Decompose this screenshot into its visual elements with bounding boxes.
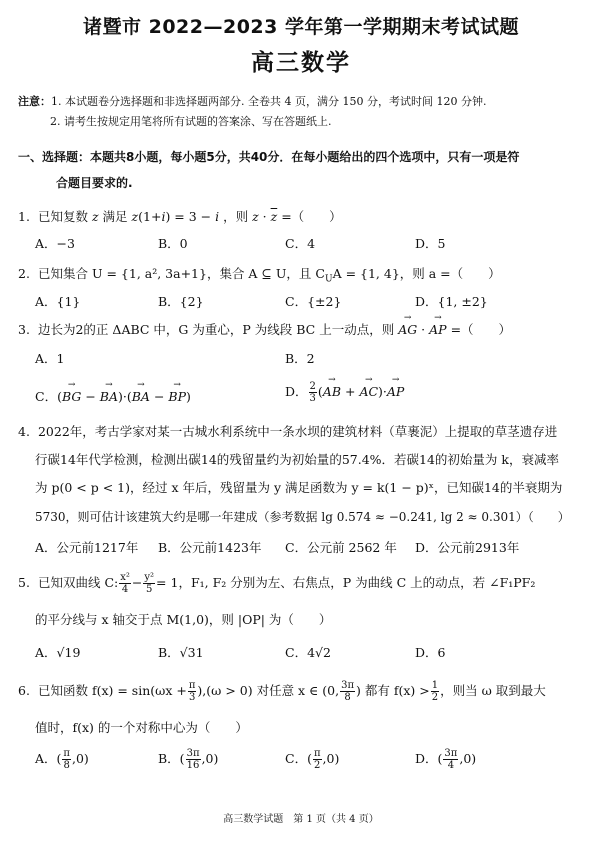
question-number: 5. <box>18 575 30 590</box>
question-1: 1. 已知复数 z 满足 z(1+i) = 3 − i ，则 $z \cdot \overline{z}$ =（ ） <box>18 209 342 224</box>
question-5: 5. 已知双曲线 C: $\frac{\text{x²}}{4}$ − $\frac{\text{y²}}{5}$ = 1，F₁, F₂ 分别为左、右焦点，P 为曲线 C 上的动点，若 ∠F₁PF₂ <box>18 572 536 595</box>
option-c[interactable]: C．公元前 2562 年 <box>285 540 397 555</box>
option-c[interactable]: C．(→ BG − → BA)·(→ BA − → BP) <box>35 387 191 405</box>
question-text: 已知双曲线 C: <box>37 575 119 590</box>
option-a[interactable]: A．{1} <box>35 294 81 309</box>
option-d[interactable]: D．5 <box>415 236 446 251</box>
option-b[interactable]: B．{2} <box>158 294 204 309</box>
question-3: 3. 边长为2的正 ΔABC 中，G 为重心，P 为线段 BC 上一动点，则 → AG · → AP =（ ） <box>18 320 588 338</box>
page-footer: 高三数学试题 第 1 页（共 4 页） <box>223 814 379 825</box>
fraction-numerator: π <box>313 748 321 759</box>
notice-line-1: 1. 本试题卷分选择题和非选择题两部分. 全卷共 4 页，满分 150 分，考试时间 120 分钟. <box>51 95 487 108</box>
question-text: ) 都有 f(x) > <box>356 683 430 698</box>
fraction-denominator: 2 <box>314 760 321 771</box>
question-4 <box>18 422 588 440</box>
option-a[interactable]: A．√19 <box>35 645 81 660</box>
option-label: D． <box>285 384 308 399</box>
fraction-denominator: 8 <box>344 692 351 703</box>
option-d[interactable] <box>415 748 476 771</box>
question-6 <box>18 680 588 703</box>
question-3-options <box>35 349 595 429</box>
option-tail: ,0) <box>71 751 89 766</box>
option-a[interactable]: A．−3 <box>35 236 75 251</box>
fraction-numerator: 3π <box>444 748 458 759</box>
option-c[interactable] <box>285 748 339 771</box>
question-text: 已知集合 U = {1, a², 3a+1}，集合 A ⊆ U，且 C <box>37 266 325 281</box>
option-tail: ,0) <box>459 751 477 766</box>
question-number: 4. <box>18 424 30 439</box>
question-text: 满足 <box>102 209 128 224</box>
option-b[interactable]: B．公元前1423年 <box>158 540 262 555</box>
option-label: C．( <box>285 751 312 766</box>
question-6-options <box>35 748 595 788</box>
exam-title: 诸暨市 2022—2023 学年第一学期期末考试试题 <box>83 16 519 38</box>
fraction-numerator: 3π <box>341 680 355 691</box>
fraction-numerator: π <box>188 680 196 691</box>
fraction-denominator: 4 <box>121 584 129 595</box>
fraction-denominator: 8 <box>63 760 70 771</box>
option-d[interactable]: D．{1, ±2} <box>415 294 488 309</box>
question-number: 3. <box>18 322 30 337</box>
question-4-line-2: 行碳14年代学检测，检测出碳14的残留量约为初始量的57.4%．若碳14的初始量为 k，衰减率 <box>35 452 559 467</box>
question-text: 边长为2的正 ΔABC 中，G 为重心，P 为线段 BC 上一动点，则 <box>37 322 395 337</box>
question-text: = 1，F₁, F₂ 分别为左、右焦点，P 为曲线 C 上的动点，若 ∠F₁PF₂ <box>156 575 536 590</box>
option-label: C． <box>35 389 58 404</box>
fraction-numerator: π <box>63 748 70 759</box>
option-d[interactable]: D．公元前2913年 <box>415 540 520 555</box>
notice-block <box>18 92 598 132</box>
option-c[interactable]: C．4√2 <box>285 645 331 660</box>
question-text: ),(ω > 0) 对任意 x ∈ (0, <box>197 683 340 698</box>
option-a[interactable] <box>35 748 89 771</box>
question-number: 6. <box>18 683 30 698</box>
option-b[interactable]: B．2 <box>285 351 315 366</box>
complement-subscript: U <box>324 274 333 285</box>
fraction-denominator: 5 <box>146 584 153 595</box>
option-a[interactable]: A．公元前1217年 <box>35 540 139 555</box>
question-text: A = {1, 4}，则 a =（ ） <box>332 266 501 281</box>
question-4-line-4: 5730，则可估计该建筑大约是哪一年建成（参考数据 lg 0.574 ≈ −0.241, lg 2 ≈ 0.301）（ ） <box>35 510 570 524</box>
question-text: =（ ） <box>281 209 342 224</box>
question-text: 已知复数 <box>37 209 88 224</box>
option-tail: ,0) <box>201 751 219 766</box>
option-tail: ,0) <box>322 751 340 766</box>
exam-subtitle: 高三数学 <box>251 50 351 76</box>
question-number: 2. <box>18 266 30 281</box>
fraction-numerator: 1 <box>431 680 439 691</box>
fraction-denominator: 2 <box>431 692 439 703</box>
question-number: 1. <box>18 209 30 224</box>
option-c[interactable]: C．4 <box>285 236 316 251</box>
notice-label: 注意： <box>18 95 51 108</box>
option-b[interactable]: B．√31 <box>158 645 204 660</box>
option-b[interactable]: B．0 <box>158 236 188 251</box>
section-heading <box>18 144 588 196</box>
section-line-1: 一、选择题：本题共8小题，每小题5分，共40分．在每小题给出的四个选项中，只有一项是符 <box>18 150 520 164</box>
question-6-line-2: 值时，f(x) 的一个对称中心为（ ） <box>35 720 248 735</box>
option-label: A．( <box>35 751 62 766</box>
fraction-numerator: y² <box>144 572 155 583</box>
fraction-denominator: 3 <box>188 692 196 703</box>
option-b[interactable] <box>158 748 218 771</box>
option-label: D．( <box>415 751 443 766</box>
fraction-denominator: 16 <box>186 760 200 771</box>
fraction-numerator: 3π <box>186 748 200 759</box>
fraction-denominator: 4 <box>447 760 455 771</box>
option-label: B．( <box>158 751 185 766</box>
question-4-line-3: 为 p(0 < p < 1)，经过 x 年后，残留量为 y 满足函数为 y = k(1 − p)ˣ，已知碳14的半衰期为 <box>35 480 563 495</box>
section-line-2: 合题目要求的. <box>56 176 133 190</box>
question-2 <box>18 264 588 285</box>
question-text: ，则当 ω 取到最大 <box>440 683 546 698</box>
question-text: ，则 <box>223 209 249 224</box>
option-c[interactable]: C．{±2} <box>285 294 342 309</box>
notice-line-2: 2. 请考生按规定用笔将所有试题的答案涂、写在答题纸上. <box>50 115 332 128</box>
question-5-line-2: 的平分线与 x 轴交于点 M(1,0)，则 |OP| 为（ ） <box>35 612 332 627</box>
option-a[interactable]: A．1 <box>35 351 65 366</box>
option-d[interactable]: D．6 <box>415 645 446 660</box>
question-text: =（ ） <box>450 322 512 337</box>
fraction-numerator: x² <box>120 572 130 583</box>
option-d[interactable]: D． $\frac{2}{3}$ (→ AB + → AC)·→ AP <box>285 381 404 404</box>
question-text: 已知函数 f(x) = sin(ωx + <box>37 683 187 698</box>
question-text: 2022年，考古学家对某一古城水利系统中一条水坝的建筑材料（草裹泥）上提取的草茎遗存进 <box>37 424 558 439</box>
